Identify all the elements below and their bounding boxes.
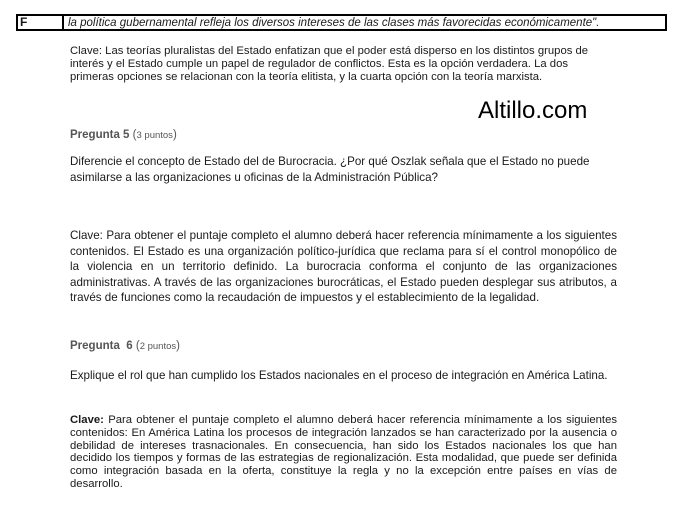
tf-statement: la política gubernamental refleja los diversos intereses de las clases más favorecidas económicamente". xyxy=(68,16,600,29)
question-6-text: Explique el rol que han cumplido los Estados nacionales en el proceso de integración en América Latina. xyxy=(70,369,608,382)
q5-label: Pregunta 5 xyxy=(70,129,130,141)
true-false-item xyxy=(16,14,667,31)
clave-6-text xyxy=(70,414,617,491)
question-5-text: Diferencie el concepto de Estado del de Burocracia. ¿Por qué Oszlak señala que el Estado no puede asimilarse a las organizaciones u oficinas de la Administración Pública? xyxy=(70,155,590,184)
question-6-heading: Pregunta 6 (2 puntos) xyxy=(70,340,180,352)
q6-points: 2 puntos xyxy=(139,341,177,352)
clave-6-body: Para obtener el puntaje completo el alumno deberá hacer referencia mínimamente a los siguientes contenidos: En América Latina los procesos de integración lanzados se han caracterizado por la ausencia o debilidad de intereses trasnacionales. En consecuencia, han sido los Estados nacionales los que han decidido los tiempos y formas de las estrategias de regionalización. Esta modalidad, que puede ser definida como integración basada en la oferta, constituye la regla y no la excepción entre países en vías de desarrollo. xyxy=(70,414,617,490)
clave-5-text: Clave: Para obtener el puntaje completo el alumno deberá hacer referencia mínimamente a los siguientes contenidos. El Estado es una organización político-jurídica que reclama para sí el control monopólico de la violencia en un territorio definido. La burocracia conforma el conjunto de las organizaciones administrativas. A través de las organizaciones burocráticas, el Estado pueden desplegar sus atributos, a través de funciones como la recaudación de impuestos y el establecimiento de la legalidad. xyxy=(70,229,617,304)
watermark: Altillo.com xyxy=(478,97,588,124)
tf-answer-letter: F xyxy=(18,16,64,29)
question-5-heading: Pregunta 5 (3 puntos) xyxy=(70,129,177,141)
q6-label: Pregunta 6 xyxy=(70,340,133,352)
clave-6-label: Clave: xyxy=(70,414,104,426)
q5-points: 3 puntos xyxy=(136,130,173,141)
clave-4-text: Clave: Las teorías pluralistas del Estado enfatizan que el poder está disperso en los distintos grupos de interés y el Estado cumple un papel de regulador de conflictos. Esta es la opción verdadera. La dos primeras opciones se relacionan con la teoría elitista, y la cuarta opción con la teoría marxista. xyxy=(70,45,589,83)
